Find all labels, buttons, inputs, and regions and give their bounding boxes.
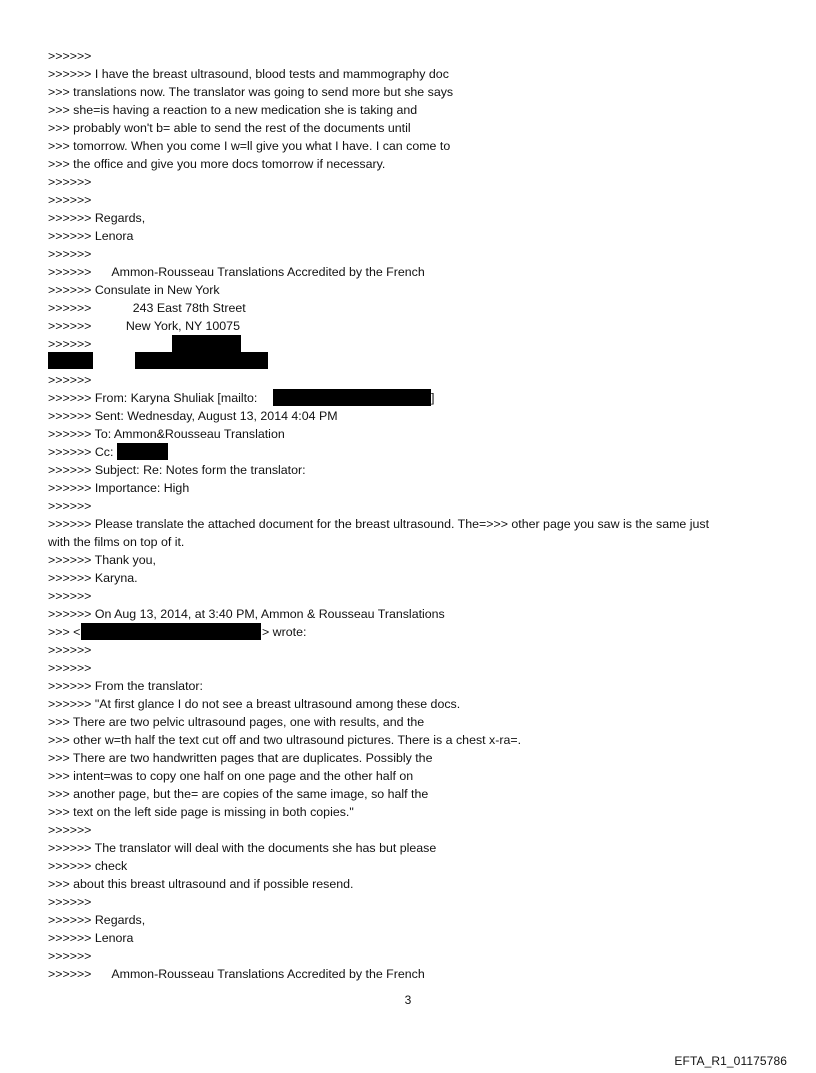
- email-line: >>>>>>: [48, 823, 92, 837]
- email-line: >>>>>> Regards,: [48, 211, 146, 225]
- email-line: >>> <: [48, 625, 81, 639]
- email-line: >>> another page, but the= are copies of the same image, so half the: [48, 787, 429, 801]
- email-line: >>>>>>: [48, 247, 92, 261]
- email-line: >>>>>> Thank you,: [48, 553, 156, 567]
- email-header-importance: >>>>>> Importance: High: [48, 481, 190, 495]
- email-line: >>> There are two pelvic ultrasound pages, one with results, and the: [48, 715, 425, 729]
- email-line: >>> the office and give you more docs tomorrow if necessary.: [48, 157, 386, 171]
- email-line: with the films on top of it.: [48, 535, 185, 549]
- redaction-block: [135, 352, 268, 369]
- bates-number: EFTA_R1_01175786: [674, 1054, 787, 1068]
- email-header-cc: >>>>>> Cc:: [48, 445, 114, 459]
- email-line: >>>>>>: [48, 949, 92, 963]
- email-header-to: >>>>>> To: Ammon&Rousseau Translation: [48, 427, 285, 441]
- email-line: >>>>>> Regards,: [48, 913, 146, 927]
- redaction-block: [172, 335, 241, 352]
- email-line: >>>>>> 243 East 78th Street: [48, 301, 246, 315]
- email-line: >>> about this breast ultrasound and if possible resend.: [48, 877, 354, 891]
- page-number: 3: [404, 993, 412, 1007]
- email-line: >>>>>>: [48, 49, 92, 63]
- email-line: >>>>>>: [48, 643, 92, 657]
- email-line: >>>>>> On Aug 13, 2014, at 3:40 PM, Ammon & Rousseau Translations: [48, 607, 445, 621]
- redaction-block: [48, 352, 93, 369]
- email-line: >>>>>> Consulate in New York: [48, 283, 220, 297]
- email-line: >>>>>> Karyna.: [48, 571, 138, 585]
- email-line: >>> probably won't b= able to send the rest of the documents until: [48, 121, 411, 135]
- email-line: >>>>>> Lenora: [48, 931, 134, 945]
- wrote-label: > wrote:: [262, 625, 307, 639]
- email-line: >>>>>> "At first glance I do not see a breast ultrasound among these docs.: [48, 697, 461, 711]
- email-line: >>> text on the left side page is missing in both copies.": [48, 805, 354, 819]
- email-line: >>> tomorrow. When you come I w=ll give you what I have. I can come to: [48, 139, 451, 153]
- email-line: >>> she=is having a reaction to a new medication she is taking and: [48, 103, 418, 117]
- email-line: >>> There are two handwritten pages that are duplicates. Possibly the: [48, 751, 433, 765]
- redaction-block: [81, 623, 261, 640]
- email-line: >>>>>> Ammon-Rousseau Translations Accredited by the French: [48, 265, 425, 279]
- redaction-block: [117, 443, 168, 460]
- email-header-subject: >>>>>> Subject: Re: Notes form the translator:: [48, 463, 306, 477]
- email-line: >>>>>>: [48, 373, 92, 387]
- email-line: >>>>>> The translator will deal with the documents she has but please: [48, 841, 437, 855]
- mailto-close-bracket: ]: [431, 391, 435, 405]
- email-line: >>> intent=was to copy one half on one page and the other half on: [48, 769, 414, 783]
- email-line: >>>>>>: [48, 175, 92, 189]
- email-line: >>>>>>: [48, 499, 92, 513]
- email-line: >>>>>> From the translator:: [48, 679, 203, 693]
- email-line: >>>>>>: [48, 895, 92, 909]
- email-header-from: >>>>>> From: Karyna Shuliak [mailto:: [48, 391, 258, 405]
- email-line: >>>>>> I have the breast ultrasound, blood tests and mammography doc: [48, 67, 449, 81]
- email-line: >>> other w=th half the text cut off and two ultrasound pictures. There is a chest x-ra=.: [48, 733, 522, 747]
- email-line: >>>>>> Please translate the attached document for the breast ultrasound. The=>>> other page you saw is the same just: [48, 517, 710, 531]
- email-line: >>>>>> New York, NY 10075: [48, 319, 240, 333]
- email-line: >>>>>> Lenora: [48, 229, 134, 243]
- email-line: >>>>>> check: [48, 859, 128, 873]
- redaction-block: [273, 389, 431, 406]
- email-header-sent: >>>>>> Sent: Wednesday, August 13, 2014 4:04 PM: [48, 409, 338, 423]
- email-line: >>>>>>: [48, 661, 92, 675]
- email-line: >>>>>>: [48, 193, 92, 207]
- email-line: >>>>>> Ammon-Rousseau Translations Accredited by the French: [48, 967, 425, 981]
- email-line: >>>>>>: [48, 337, 92, 351]
- email-line: >>> translations now. The translator was going to send more but she says: [48, 85, 454, 99]
- email-line: >>>>>>: [48, 589, 92, 603]
